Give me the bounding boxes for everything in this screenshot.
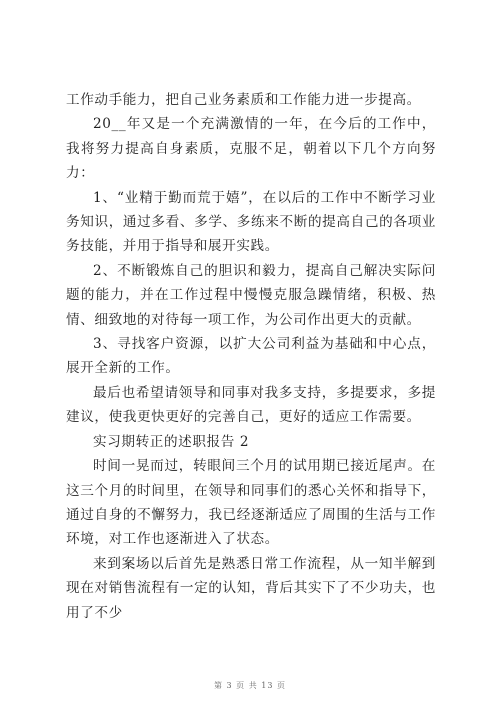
paragraph-point-2: 2、不断锻炼自己的胆识和毅力，提高自己解决实际问题的能力，并在工作过程中慢慢克服急躁情绪，积极、热情、细致地的对待每一项工作，为公司作出更大的贡献。 (66, 262, 436, 328)
document-body (66, 88, 436, 625)
page-number-footer: 第 3 页 共 13 页 (214, 681, 286, 690)
paragraph-point-1: 1、“业精于勤而荒于嬉”，在以后的工作中不断学习业务知识，通过多看、多学、多练来不断的提高自己的各项业务技能，并用于指导和展开实践。 (66, 189, 436, 255)
section-heading: 实习期转正的述职报告 2 (93, 433, 250, 450)
paragraph-closing: 最后也希望请领导和同事对我多支持，多提要求，多提建议，使我更快更好的完善自己，更好的适应工作需要。 (66, 384, 436, 426)
paragraph-report-body: 来到案场以后首先是熟悉日常工作流程，从一知半解到现在对销售流程有一定的认知，背后其实下了不少功夫，也用了不少 (66, 555, 436, 621)
paragraph-report-intro: 时间一晃而过，转眼间三个月的试用期已接近尾声。在这三个月的时间里，在领导和同事们的悉心关怀和指导下，通过自身的不懈努力，我已经逐渐适应了周围的生活与工作环境，对工作也逐渐进入了状态。 (66, 458, 436, 548)
paragraph-intro: 20__年又是一个充满激情的一年，在今后的工作中，我将努力提高自身素质，克服不足，朝着以下几个方向努力： (66, 116, 436, 182)
paragraph-point-3: 3、寻找客户资源，以扩大公司利益为基础和中心点，展开全新的工作。 (66, 336, 436, 377)
paragraph-continuation: 工作动手能力，把自己业务素质和工作能力进一步提高。 (66, 92, 421, 108)
